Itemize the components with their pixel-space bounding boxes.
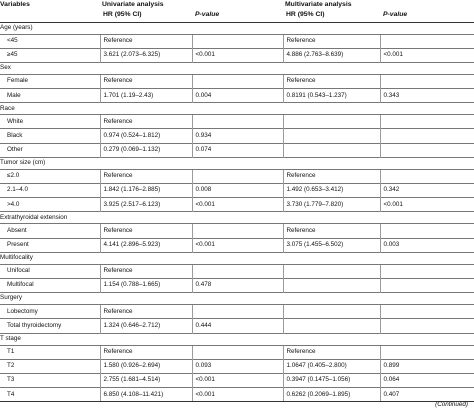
row-level-label: Multifocal <box>0 278 100 292</box>
univariate-p-cell <box>192 34 283 48</box>
univariate-p-cell <box>192 74 283 88</box>
multivariate-hr-cell <box>283 305 380 319</box>
multivariate-hr-header: HR (95% CI) <box>283 10 380 22</box>
multivariate-hr-cell: Reference <box>283 345 380 359</box>
table-row <box>0 169 474 183</box>
row-level-label: Other <box>0 143 100 157</box>
multivariate-hr-cell: 0.6262 (0.2069–1.895) <box>283 388 380 402</box>
univariate-hr-cell: 4.141 (2.896–5.923) <box>100 238 192 252</box>
multivariate-hr-cell: Reference <box>283 74 380 88</box>
multivariate-hr-cell: 1.492 (0.653–3.412) <box>283 184 380 198</box>
category-label: Race <box>0 103 474 115</box>
variables-header: Variables <box>0 0 30 8</box>
row-level-label: White <box>0 115 100 129</box>
row-level-label: T4 <box>0 388 100 402</box>
row-level-label: Unifocal <box>0 264 100 278</box>
category-label: Age (years) <box>0 22 474 34</box>
univariate-p-cell: 0.008 <box>192 184 283 198</box>
header-blank-cell <box>0 10 100 22</box>
univariate-p-cell: 0.004 <box>192 89 283 103</box>
multivariate-hr-cell: Reference <box>283 34 380 48</box>
multivariate-p-cell <box>380 278 474 292</box>
category-label: Multifocality <box>0 252 474 264</box>
category-row <box>0 333 474 345</box>
row-level-label: <45 <box>0 34 100 48</box>
multivariate-p-cell <box>380 115 474 129</box>
univariate-hr-cell: 0.974 (0.524–1.812) <box>100 129 192 143</box>
multivariate-hr-cell: 0.3947 (0.1475–1.056) <box>283 373 380 387</box>
row-level-label: ≤2.0 <box>0 169 100 183</box>
table-row <box>0 198 474 212</box>
univariate-hr-cell: 2.755 (1.681–4.514) <box>100 373 192 387</box>
univariate-hr-cell: Reference <box>100 169 192 183</box>
table-header-columns <box>0 10 474 22</box>
table-row <box>0 224 474 238</box>
univariate-hr-cell: 3.925 (2.517–6.123) <box>100 198 192 212</box>
univariate-hr-cell: 1.842 (1.176–2.885) <box>100 184 192 198</box>
univariate-hr-cell: 1.154 (0.788–1.665) <box>100 278 192 292</box>
row-level-label: Black <box>0 129 100 143</box>
univariate-p-cell: <0.001 <box>192 198 283 212</box>
category-label: Sex <box>0 62 474 74</box>
multivariate-hr-cell: Reference <box>283 169 380 183</box>
table-row <box>0 34 474 48</box>
univariate-hr-cell: Reference <box>100 224 192 238</box>
univariate-p-cell <box>192 264 283 278</box>
multivariate-p-cell: <0.001 <box>380 48 474 62</box>
table-body <box>0 22 474 402</box>
row-level-label: ≥45 <box>0 48 100 62</box>
multivariate-hr-cell: 0.8191 (0.543–1.237) <box>283 89 380 103</box>
multivariate-hr-cell: 1.0647 (0.405–2.800) <box>283 359 380 373</box>
row-level-label: Absent <box>0 224 100 238</box>
table-row <box>0 305 474 319</box>
univariate-hr-cell: 6.850 (4.108–11.421) <box>100 388 192 402</box>
multivariate-hr-cell <box>283 278 380 292</box>
multivariate-hr-cell: 3.730 (1.779–7.820) <box>283 198 380 212</box>
univariate-p-cell <box>192 345 283 359</box>
row-level-label: T1 <box>0 345 100 359</box>
category-row <box>0 22 474 34</box>
category-label: Tumor size (cm) <box>0 157 474 169</box>
univariate-hr-cell: Reference <box>100 305 192 319</box>
category-label: Surgery <box>0 293 474 305</box>
table-row <box>0 143 474 157</box>
univariate-hr-cell: 3.621 (2.073–6.325) <box>100 48 192 62</box>
category-row <box>0 212 474 224</box>
univariate-hr-cell: 1.324 (0.646–2.712) <box>100 319 192 333</box>
table-row <box>0 74 474 88</box>
univariate-p-cell: 0.093 <box>192 359 283 373</box>
multivariate-p-cell <box>380 345 474 359</box>
univariate-hr-cell: Reference <box>100 345 192 359</box>
category-row <box>0 293 474 305</box>
table-row <box>0 115 474 129</box>
table-header-groups <box>0 0 474 10</box>
table-row <box>0 373 474 387</box>
category-row <box>0 103 474 115</box>
univariate-hr-header: HR (95% CI) <box>100 10 192 22</box>
univariate-hr-cell: 0.279 (0.069–1.132) <box>100 143 192 157</box>
univariate-header: Univariate analysis <box>102 0 164 8</box>
category-row <box>0 252 474 264</box>
multivariate-hr-cell <box>283 319 380 333</box>
univariate-p-cell <box>192 305 283 319</box>
table-row <box>0 278 474 292</box>
table-row <box>0 345 474 359</box>
multivariate-hr-cell: 3.075 (1.455–6.502) <box>283 238 380 252</box>
table-row <box>0 184 474 198</box>
univariate-p-cell: <0.001 <box>192 388 283 402</box>
univariate-hr-cell: 1.701 (1.19–2.43) <box>100 89 192 103</box>
multivariate-p-cell: 0.899 <box>380 359 474 373</box>
univariate-p-cell: 0.444 <box>192 319 283 333</box>
row-level-label: Total thyroidectomy <box>0 319 100 333</box>
multivariate-hr-cell <box>283 143 380 157</box>
category-row <box>0 157 474 169</box>
univariate-p-cell: 0.478 <box>192 278 283 292</box>
multivariate-p-cell <box>380 143 474 157</box>
table-row <box>0 48 474 62</box>
table-row <box>0 238 474 252</box>
univariate-p-cell: <0.001 <box>192 238 283 252</box>
multivariate-p-cell: 0.003 <box>380 238 474 252</box>
multivariate-hr-cell: 4.886 (2.763–8.639) <box>283 48 380 62</box>
univariate-hr-cell: 1.580 (0.926–2.694) <box>100 359 192 373</box>
multivariate-p-cell <box>380 305 474 319</box>
univariate-p-cell <box>192 224 283 238</box>
continued-note: (Continued) <box>435 401 468 408</box>
table-row <box>0 319 474 333</box>
row-level-label: Male <box>0 89 100 103</box>
multivariate-hr-cell <box>283 264 380 278</box>
univariate-hr-cell: Reference <box>100 115 192 129</box>
multivariate-hr-cell: Reference <box>283 224 380 238</box>
multivariate-p-cell <box>380 34 474 48</box>
row-level-label: 2.1–4.0 <box>0 184 100 198</box>
multivariate-header: Multivariate analysis <box>285 0 352 8</box>
category-label: T stage <box>0 333 474 345</box>
table-row <box>0 359 474 373</box>
univariate-p-cell: 0.074 <box>192 143 283 157</box>
multivariate-p-cell <box>380 74 474 88</box>
multivariate-p-cell <box>380 264 474 278</box>
univariate-p-header: P-value <box>192 10 283 22</box>
univariate-hr-cell: Reference <box>100 74 192 88</box>
row-level-label: Female <box>0 74 100 88</box>
univariate-p-cell <box>192 169 283 183</box>
category-label: Extrathyroidal extension <box>0 212 474 224</box>
univariate-p-cell: <0.001 <box>192 48 283 62</box>
multivariate-p-header: P-value <box>380 10 474 22</box>
multivariate-p-cell: <0.001 <box>380 198 474 212</box>
multivariate-p-cell: 0.064 <box>380 373 474 387</box>
row-level-label: >4.0 <box>0 198 100 212</box>
multivariate-p-cell <box>380 319 474 333</box>
multivariate-p-cell <box>380 129 474 143</box>
row-level-label: Lobectomy <box>0 305 100 319</box>
multivariate-p-cell <box>380 224 474 238</box>
multivariate-p-cell: 0.342 <box>380 184 474 198</box>
univariate-p-cell: 0.934 <box>192 129 283 143</box>
table-row <box>0 264 474 278</box>
table-row <box>0 89 474 103</box>
category-row <box>0 62 474 74</box>
multivariate-p-cell: 0.407 <box>380 388 474 402</box>
multivariate-p-cell: 0.343 <box>380 89 474 103</box>
multivariate-p-cell <box>380 169 474 183</box>
row-level-label: T3 <box>0 373 100 387</box>
multivariate-hr-cell <box>283 115 380 129</box>
univariate-p-cell <box>192 115 283 129</box>
multivariate-hr-cell <box>283 129 380 143</box>
row-level-label: T2 <box>0 359 100 373</box>
univariate-hr-cell: Reference <box>100 264 192 278</box>
table-row <box>0 388 474 402</box>
univariate-p-cell: <0.001 <box>192 373 283 387</box>
row-level-label: Present <box>0 238 100 252</box>
table-row <box>0 129 474 143</box>
univariate-hr-cell: Reference <box>100 34 192 48</box>
